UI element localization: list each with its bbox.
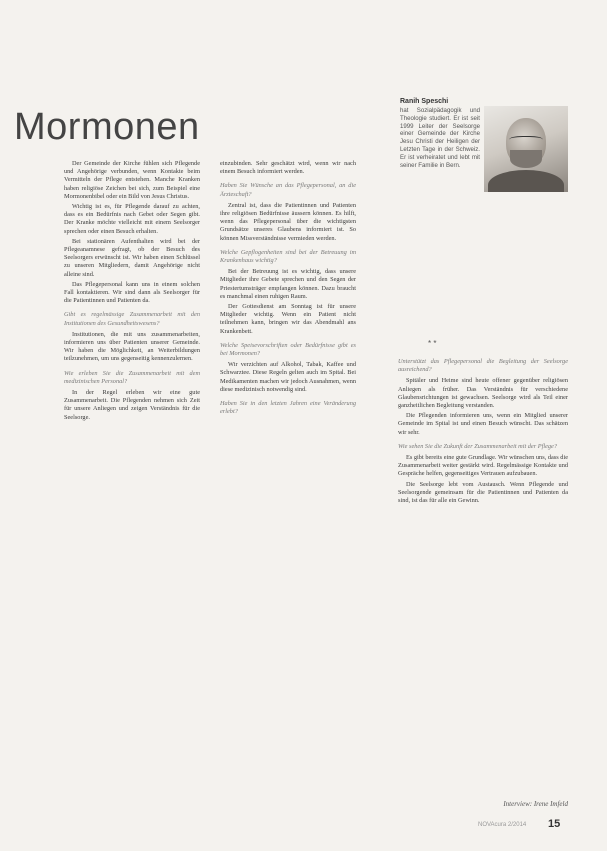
article-column-1 — [64, 160, 200, 424]
interviewer-credit: Interview: Irene Imfeld — [503, 800, 568, 808]
interview-question: Gibt es regelmässige Zusammenarbeit mit den Institutionen des Gesundheitswesens? — [64, 311, 200, 327]
interview-question: Unterstützt das Pflegepersonal die Begleitung der Seelsorge ausreichend? — [398, 358, 568, 374]
bio-name: Ranih Speschi — [400, 98, 449, 105]
article-paragraph: Bei der Betreuung ist es wichtig, dass unsere Mitglieder ihre Gebete sprechen und den Segen der Priestertumsträger empfangen können. Dazu braucht es manchmal einen ruhigen Raum. — [220, 268, 356, 300]
article-paragraph: Spitäler und Heime sind heute offener gegenüber religiösen Anliegen als früher. Das Verständnis für verschiedene Glaubensrichtungen ist gewachsen. Seelsorge wird als Teil einer ganzheitlichen Begleitung verstanden. — [398, 377, 568, 410]
section-separator: * * — [428, 339, 437, 348]
article-paragraph: Die Seelsorge lebt vom Austausch. Wenn Pflegende und Seelsorgende gemeinsam für die Patientinnen und Patienten da sind, ist das für alle ein Gewinn. — [398, 480, 568, 505]
interview-question: Wie erleben Sie die Zusammenarbeit mit dem medizinischen Personal? — [64, 369, 200, 385]
article-paragraph: In der Regel erleben wir eine gute Zusammenarbeit. Die Pflegenden nehmen sich Zeit für unsere Anliegen und zeigen Verständnis für die Seelsorge. — [64, 389, 200, 421]
article-column-2 — [220, 160, 356, 419]
article-paragraph: Institutionen, die mit uns zusammenarbeiten, informieren uns über Patienten unserer Gemeinde. Wir haben die Möglichkeit, an Weiterbildungen teilzunehmen, um uns gegenseitig kennenzulernen. — [64, 330, 200, 363]
interview-question: Welche Speisevorschriften oder Bedürfnisse gibt es bei Mormonen? — [220, 341, 356, 358]
article-paragraph: Wir verzichten auf Alkohol, Tabak, Kaffee und Schwarztee. Diese Regeln gelten auch im Spital. Bei Medikamenten machen wir jedoch Ausnahmen, wenn diese medizinisch notwendig sind. — [220, 361, 356, 393]
article-paragraph: Bei stationären Aufenthalten wird bei der Pflegeanamnese gefragt, ob der Besuch des Seelsorgers erwünscht ist. Wir haben einen Schlüssel zu unseren Mitgliedern, damit Angehörige nicht alleine sind. — [64, 237, 200, 278]
bio-text: hat Sozialpädagogik und Theologie studiert. Er ist seit 1999 Leiter der Seelsorge einer Gemeinde der Kirche Jesu Christi der Heiligen der Letzten Tage in der Schweiz. Er ist verheiratet und lebt mit seiner Familie in Bern. — [400, 107, 480, 169]
portrait-photo — [484, 106, 568, 192]
article-paragraph: Der Gemeinde der Kirche fühlen sich Pflegende und Angehörige verbunden, wenn Kontakte beim Vermitteln der Pflege entstehen. Manche Kranken haben religiöse Zeichen bei sich, zum Beispiel eine Mormonenbibel oder ein Bild von Jesus Christus. — [64, 160, 200, 200]
article-paragraph: Wichtig ist es, für Pflegende darauf zu achten, dass es ein Bedürfnis nach Gebet oder Segen gibt. Der Kranke möchte vielleicht mit einem Seelsorger sprechen oder einen Besuch erhalten. — [64, 203, 200, 235]
interview-question: Haben Sie Wünsche an das Pflegepersonal, an die Ärzteschaft? — [220, 182, 356, 198]
article-heading: Mormonen — [14, 106, 200, 148]
interview-question: Welche Gepflogenheiten sind bei der Betreuung im Krankenhaus wichtig? — [220, 248, 356, 265]
article-paragraph: einzubinden. Sehr geschätzt wird, wenn wir nach einem Besuch informiert werden. — [220, 160, 356, 176]
article-paragraph: Das Pflegepersonal kann uns in einem solchen Fall kontaktieren. Wir sind dann als Seelsorger für die Patientinnen und Patienten da. — [64, 280, 200, 305]
page-number: 15 — [548, 818, 561, 830]
article-paragraph: Die Pflegenden informieren uns, wenn ein Mitglied unserer Gemeinde im Spital ist und einen Besuch wünscht. Das schätzen wir sehr. — [398, 412, 568, 436]
article-paragraph: Der Gottesdienst am Sonntag ist für unsere Mitglieder wichtig. Wenn ein Patient nicht teilnehmen kann, bringen wir das Abendmahl ans Krankenbett. — [220, 303, 356, 335]
author-bio-box — [400, 98, 568, 320]
interview-question: Haben Sie in den letzten Jahren eine Veränderung erlebt? — [220, 400, 356, 416]
interview-question: Wie sehen Sie die Zukunft der Zusammenarbeit mit der Pflege? — [398, 442, 557, 450]
article-paragraph: Zentral ist, dass die Patientinnen und Patienten ihre religiösen Bedürfnisse äussern können. Es hilft, wenn das Pflegepersonal über die wichtigsten Grundsätze unseres Glaubens informiert ist. So können Missverständnisse vermieden werden. — [220, 201, 356, 242]
article-paragraph: Es gibt bereits eine gute Grundlage. Wir wünschen uns, dass die Zusammenarbeit weiter gestärkt wird. Regelmässige Kontakte und Gespräche helfen, gegenseitiges Vertrauen aufzubauen. — [398, 454, 568, 478]
magazine-footer: NOVAcura 2/2014 — [478, 822, 527, 828]
article-column-3 — [398, 352, 568, 507]
